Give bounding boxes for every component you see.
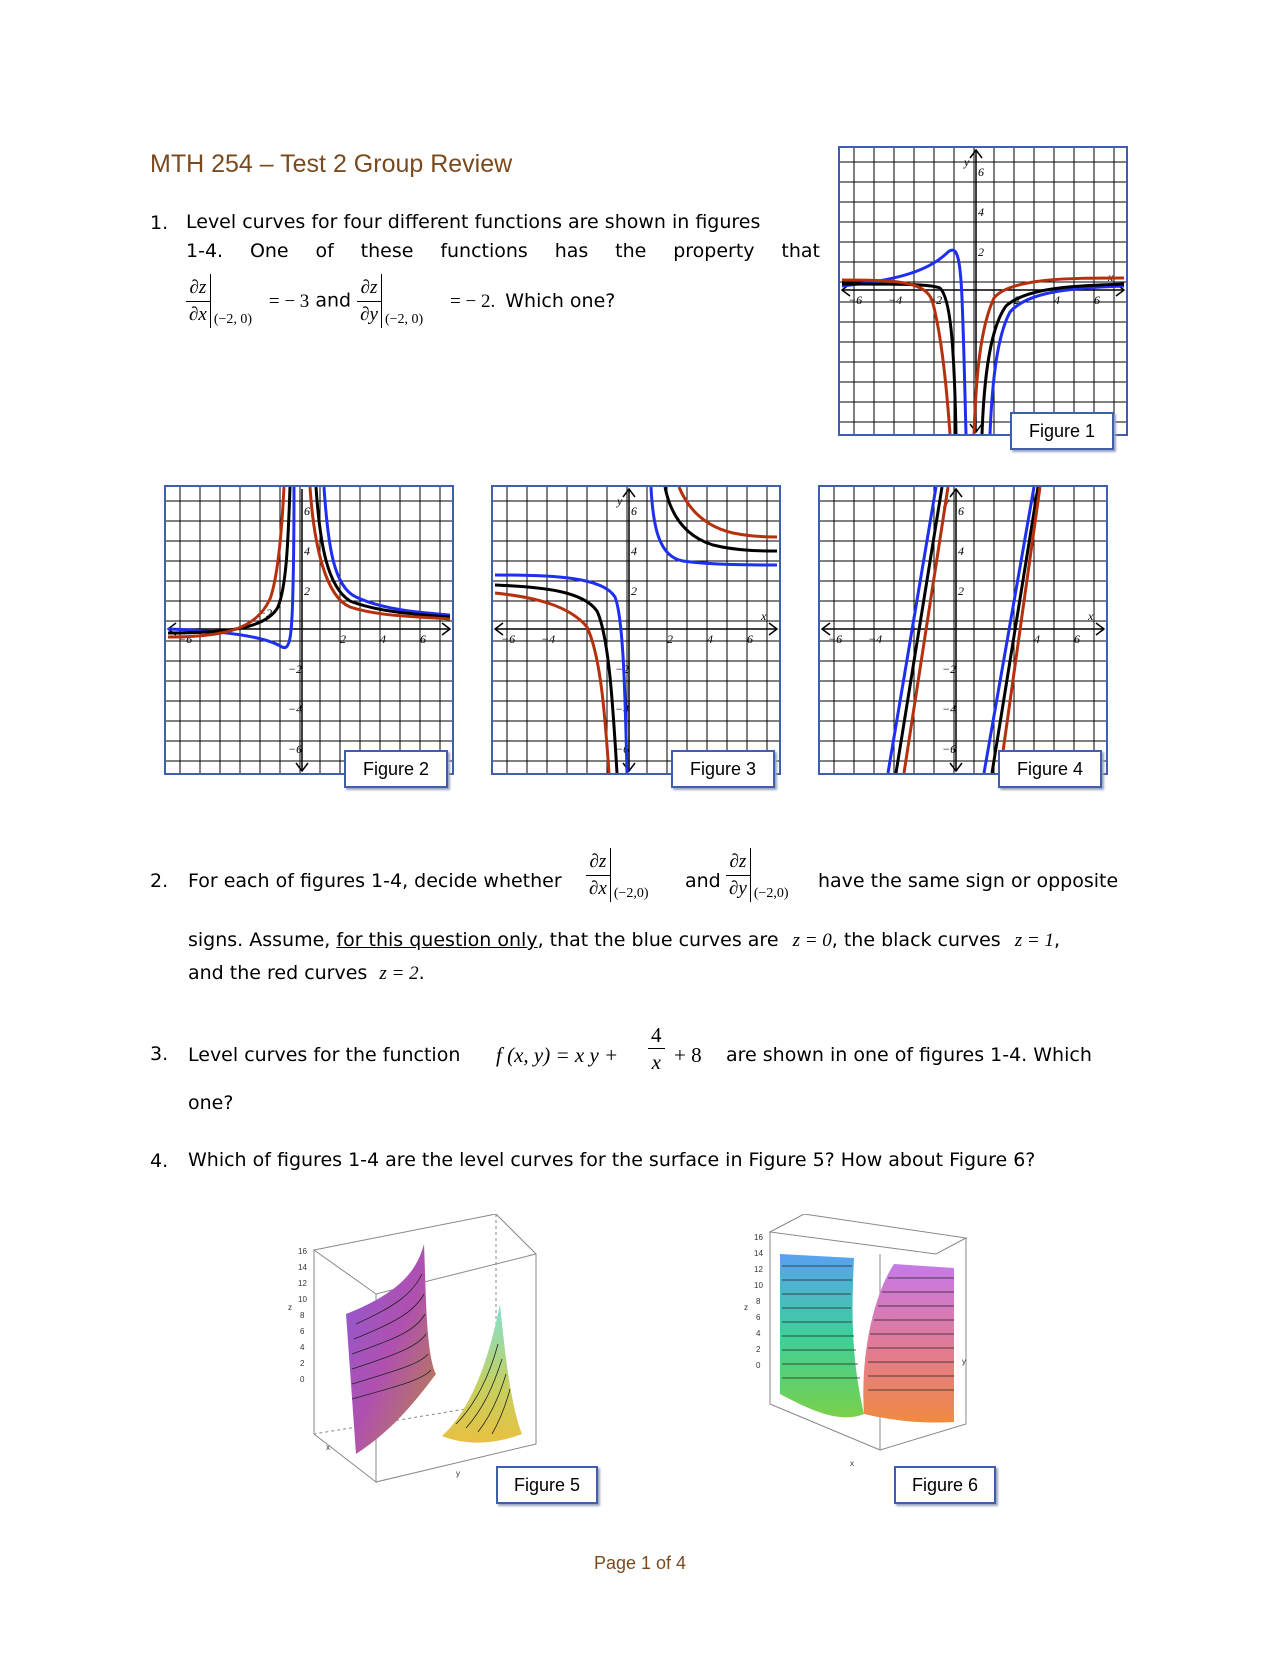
q1-condition — [186, 274, 615, 328]
tick-label: 4 — [1034, 632, 1040, 646]
dzdx-fraction: $\frac{\partial z}{\partial x}$ — [186, 275, 210, 328]
tick-label: −6 — [848, 293, 863, 307]
q2-line2: signs. Assume, for this question only, that the blue curves are z = 0, the black curves z = 1, — [188, 929, 1060, 951]
tick-label: −4 — [541, 632, 556, 646]
tick-label: 2 — [304, 584, 310, 598]
curve-black — [896, 487, 942, 773]
y-axis-label: y — [962, 1357, 966, 1366]
tick-label: 6 — [756, 1313, 761, 1322]
curve-red — [495, 593, 609, 773]
z2-math: z = 2 — [379, 963, 419, 984]
grid — [840, 148, 1126, 434]
tick-label: 6 — [304, 504, 310, 518]
tick-label: −2 — [615, 662, 630, 676]
tick-label: −4 — [942, 702, 957, 716]
q1-word: that — [781, 240, 820, 262]
tick-label: 12 — [754, 1265, 763, 1274]
tick-label: 4 — [300, 1343, 305, 1352]
q1-word: property — [673, 240, 755, 262]
tick-label: 8 — [756, 1297, 761, 1306]
tick-label: 14 — [298, 1263, 307, 1272]
curve-blue — [984, 487, 1034, 773]
tick-label: 2 — [756, 1345, 761, 1354]
tick-label: 4 — [978, 205, 984, 219]
tick-label: 6 — [978, 165, 984, 179]
y-axis-label: y — [964, 155, 970, 169]
text: , that the blue curves are — [537, 929, 779, 951]
q1-word: these — [360, 240, 414, 262]
tick-label: 0 — [756, 1361, 761, 1370]
eval-point: (−2,0) — [613, 886, 649, 901]
level-curves — [495, 487, 777, 773]
tick-label: 4 — [380, 632, 386, 646]
tick-label: 2 — [978, 245, 984, 259]
tick-label: 16 — [754, 1233, 763, 1242]
grid — [493, 487, 779, 773]
figure-3-label: Figure 3 — [671, 750, 775, 788]
tick-label: 2 — [340, 632, 346, 646]
q4-text: Which of figures 1-4 are the level curves for the surface in Figure 5? How about Figure 6? — [188, 1149, 1036, 1171]
figure-1-graph — [838, 146, 1128, 436]
x-axis-label: x — [850, 1459, 854, 1468]
q2-dzdy: $\frac{\partial z}{\partial y}$ (−2,0) — [726, 848, 755, 902]
surface-right — [442, 1304, 522, 1443]
tick-label: −6 — [615, 742, 630, 756]
figure-6-surface — [740, 1214, 970, 1476]
q2-dzdx: $\frac{\partial z}{\partial x}$ (−2,0) — [586, 848, 615, 902]
dzdx-value: = − 3 — [268, 290, 310, 312]
tick-label: −6 — [501, 632, 516, 646]
tick-label: −4 — [615, 702, 630, 716]
tick-label: 4 — [756, 1329, 761, 1338]
tick-label: 2 — [300, 1359, 305, 1368]
q1-word: One — [249, 240, 289, 262]
eval-point: (−2,0) — [753, 886, 789, 901]
text: , the black curves — [831, 929, 1001, 951]
tick-label: 2 — [958, 584, 964, 598]
x-axis-label: x — [1088, 609, 1094, 623]
figure-3-svg — [493, 487, 779, 773]
eval-point: (−2, 0) — [213, 312, 253, 327]
function-fraction — [648, 1022, 665, 1075]
tick-label: −4 — [288, 702, 303, 716]
tick-label: 6 — [300, 1327, 305, 1336]
axes — [822, 489, 1104, 771]
q3-lead: Level curves for the function — [188, 1044, 461, 1066]
tick-label: 6 — [958, 504, 964, 518]
tick-label: 6 — [1094, 293, 1100, 307]
figure-5-svg — [286, 1214, 556, 1484]
q2-number: 2. — [150, 870, 169, 892]
y-axis-label: y — [617, 494, 623, 508]
curve-blue — [168, 487, 294, 648]
figure-1-label: Figure 1 — [1010, 412, 1114, 450]
tick-label: −6 — [828, 632, 843, 646]
q1-word: 1-4. — [186, 240, 224, 262]
q1-word: of — [315, 240, 334, 262]
grid — [820, 487, 1106, 773]
figure-5-surface — [286, 1214, 556, 1484]
surface-left — [346, 1244, 436, 1454]
text: . — [418, 962, 425, 984]
figure-6-label: Figure 6 — [894, 1466, 996, 1504]
page-footer: Page 1 of 4 — [593, 1553, 687, 1573]
function-right: + 8 — [674, 1043, 702, 1067]
tick-label: 6 — [1074, 632, 1080, 646]
tick-label: −2 — [258, 606, 273, 620]
q1-word: the — [615, 240, 647, 262]
tick-label: −2 — [942, 662, 957, 676]
tick-label: 4 — [631, 544, 637, 558]
axes — [495, 489, 777, 771]
tick-label: 6 — [420, 632, 426, 646]
tick-label: 14 — [754, 1249, 763, 1258]
figure-1-svg — [840, 148, 1126, 434]
q1-word: has — [554, 240, 589, 262]
x-axis-label: x — [761, 609, 767, 623]
tick-label: 2 — [667, 632, 673, 646]
function-left: f (x, y) = x y + — [496, 1043, 619, 1067]
q2-tail: have the same sign or opposite — [818, 870, 1119, 892]
x-axis-label: x — [326, 1443, 330, 1452]
figure-4-svg — [820, 487, 1106, 773]
figure-2-graph — [164, 485, 454, 775]
q3-number: 3. — [150, 1043, 169, 1065]
figure-2-svg — [166, 487, 452, 773]
tick-label: 8 — [300, 1311, 305, 1320]
tick-label: 10 — [754, 1281, 763, 1290]
tick-label: −2 — [288, 662, 303, 676]
z-axis-label: z — [288, 1303, 292, 1312]
curve-black — [992, 487, 1038, 773]
and-text: and — [315, 289, 352, 312]
curve-red — [679, 487, 777, 537]
tick-label: −4 — [868, 632, 883, 646]
surface-right — [863, 1264, 954, 1423]
tick-label: 10 — [298, 1295, 307, 1304]
y-axis-label: y — [456, 1469, 460, 1478]
tick-label: −6 — [178, 632, 193, 646]
tick-label: 2 — [1014, 293, 1020, 307]
q3-line2: one? — [188, 1092, 234, 1114]
q2-line1 — [188, 848, 1124, 918]
tick-label: −6 — [288, 742, 303, 756]
tick-label: 0 — [300, 1375, 305, 1384]
text: signs. Assume, — [188, 929, 337, 951]
fraction-denominator: x — [651, 1050, 661, 1074]
tick-label: 12 — [298, 1279, 307, 1288]
q1-number: 1. — [150, 212, 169, 234]
and-text: and — [685, 870, 721, 892]
q1-line2 — [186, 237, 820, 266]
figure-4-graph — [818, 485, 1108, 775]
q3-line1 — [188, 1022, 1124, 1086]
level-curves — [888, 487, 1040, 773]
tick-label: −6 — [942, 742, 957, 756]
tick-label: 6 — [631, 504, 637, 518]
figure-6-svg — [740, 1214, 970, 1476]
q4-number: 4. — [150, 1150, 169, 1172]
axes — [842, 150, 1124, 432]
dzdy-fraction: $\frac{\partial z}{\partial y}$ — [357, 275, 381, 328]
tick-label: −2 — [928, 293, 943, 307]
y-axis-label: y — [944, 494, 950, 508]
figure-3-graph — [491, 485, 781, 775]
dzdy-value: = − 2. — [450, 290, 496, 312]
z-axis-label: z — [744, 1303, 748, 1312]
x-axis-label: x — [1108, 270, 1114, 284]
q3-tail: are shown in one of figures 1-4. Which — [726, 1044, 1092, 1066]
figure-5-label: Figure 5 — [496, 1466, 598, 1504]
figure-2-label: Figure 2 — [344, 750, 448, 788]
eval-point: (−2, 0) — [384, 312, 424, 327]
figure-4-label: Figure 4 — [998, 750, 1102, 788]
tick-label: 2 — [631, 584, 637, 598]
tick-label: 4 — [958, 544, 964, 558]
underlined-text: for this question only — [336, 929, 538, 951]
page-title: MTH 254 – Test 2 Group Review — [150, 150, 513, 178]
tick-label: 16 — [298, 1247, 307, 1256]
q1-line1: Level curves for four different functions are shown in figures — [186, 211, 761, 233]
q1-word: functions — [440, 240, 528, 262]
q2-lead: For each of figures 1-4, decide whether — [188, 870, 562, 892]
text: and the red curves — [188, 962, 368, 984]
tick-label: 4 — [707, 632, 713, 646]
tick-label: −4 — [888, 293, 903, 307]
fraction-numerator: 4 — [648, 1022, 665, 1049]
q2-line3 — [188, 959, 425, 988]
z1-math: z = 1 — [1014, 930, 1054, 951]
which-one: Which one? — [505, 289, 616, 312]
z0-math: z = 0 — [792, 930, 832, 951]
tick-label: 4 — [1054, 293, 1060, 307]
tick-label: 4 — [304, 544, 310, 558]
tick-label: 6 — [747, 632, 753, 646]
